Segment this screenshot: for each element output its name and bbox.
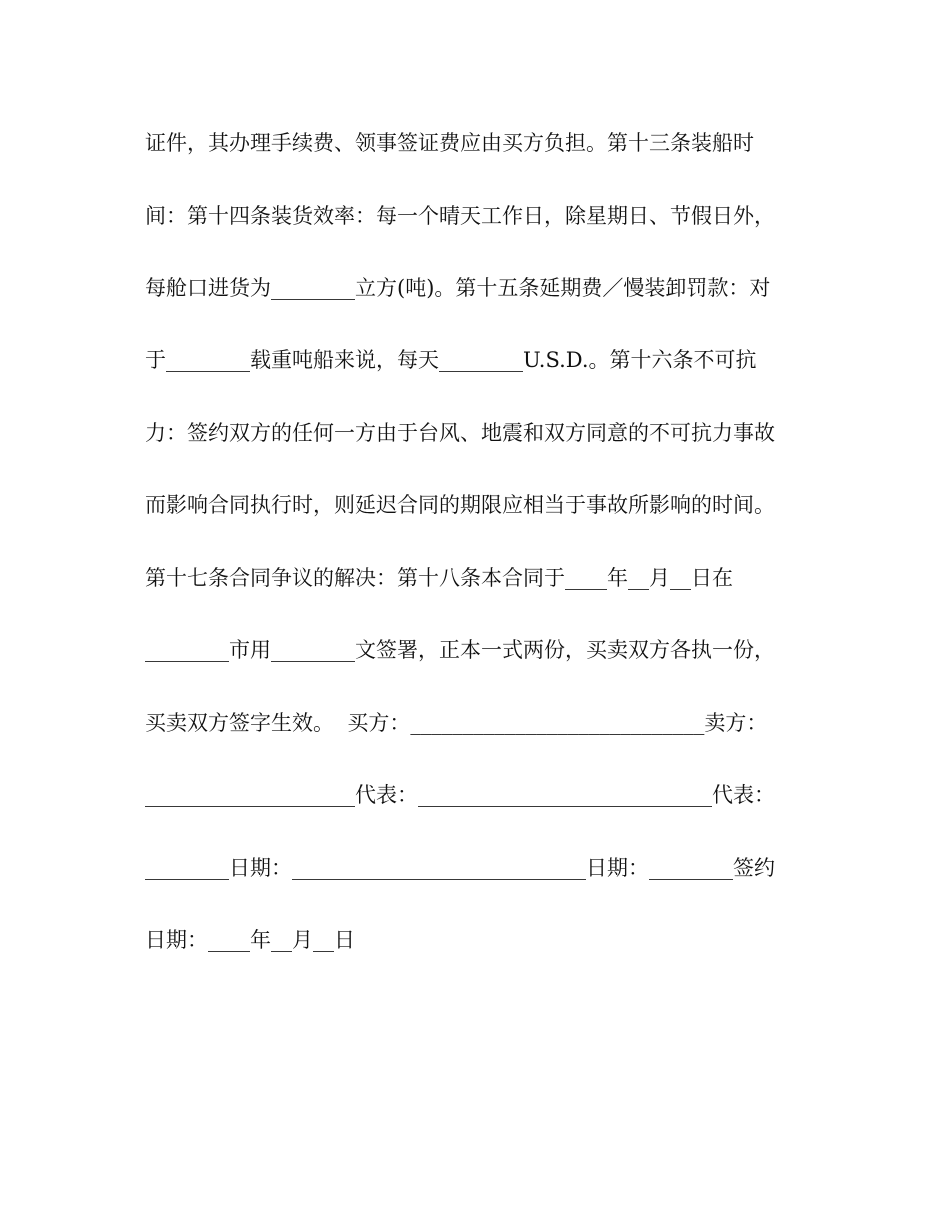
text-line: 力：签约双方的任何一方由于台风、地震和双方同意的不可抗力事故	[145, 421, 775, 445]
text-line: 间：第十四条装货效率：每一个晴天工作日，除星期日、节假日外，	[145, 204, 775, 228]
text-line: ________日期：____________________________日期：________签约	[145, 856, 775, 880]
text-line: 证件，其办理手续费、领事签证费应由买方负担。第十三条装船时	[145, 131, 754, 155]
text-line: 日期：____年__月__日	[145, 928, 355, 952]
text-line: ____________________代表：____________________________代表：	[145, 783, 775, 807]
text-line: 买卖双方签字生效。 买方：____________________________卖方：	[145, 711, 768, 735]
text-line: 每舱口进货为________立方(吨)。第十五条延期费／慢装卸罚款：对	[145, 276, 771, 300]
text-line: 于________载重吨船来说，每天________U.S.D.。第十六条不可抗	[145, 348, 757, 372]
text-line: ________市用________文签署，正本一式两份，买卖双方各执一份，	[145, 638, 775, 662]
text-line: 而影响合同执行时，则延迟合同的期限应相当于事故所影响的时间。	[145, 493, 775, 517]
text-line: 第十七条合同争议的解决：第十八条本合同于____年__月__日在	[145, 566, 733, 590]
